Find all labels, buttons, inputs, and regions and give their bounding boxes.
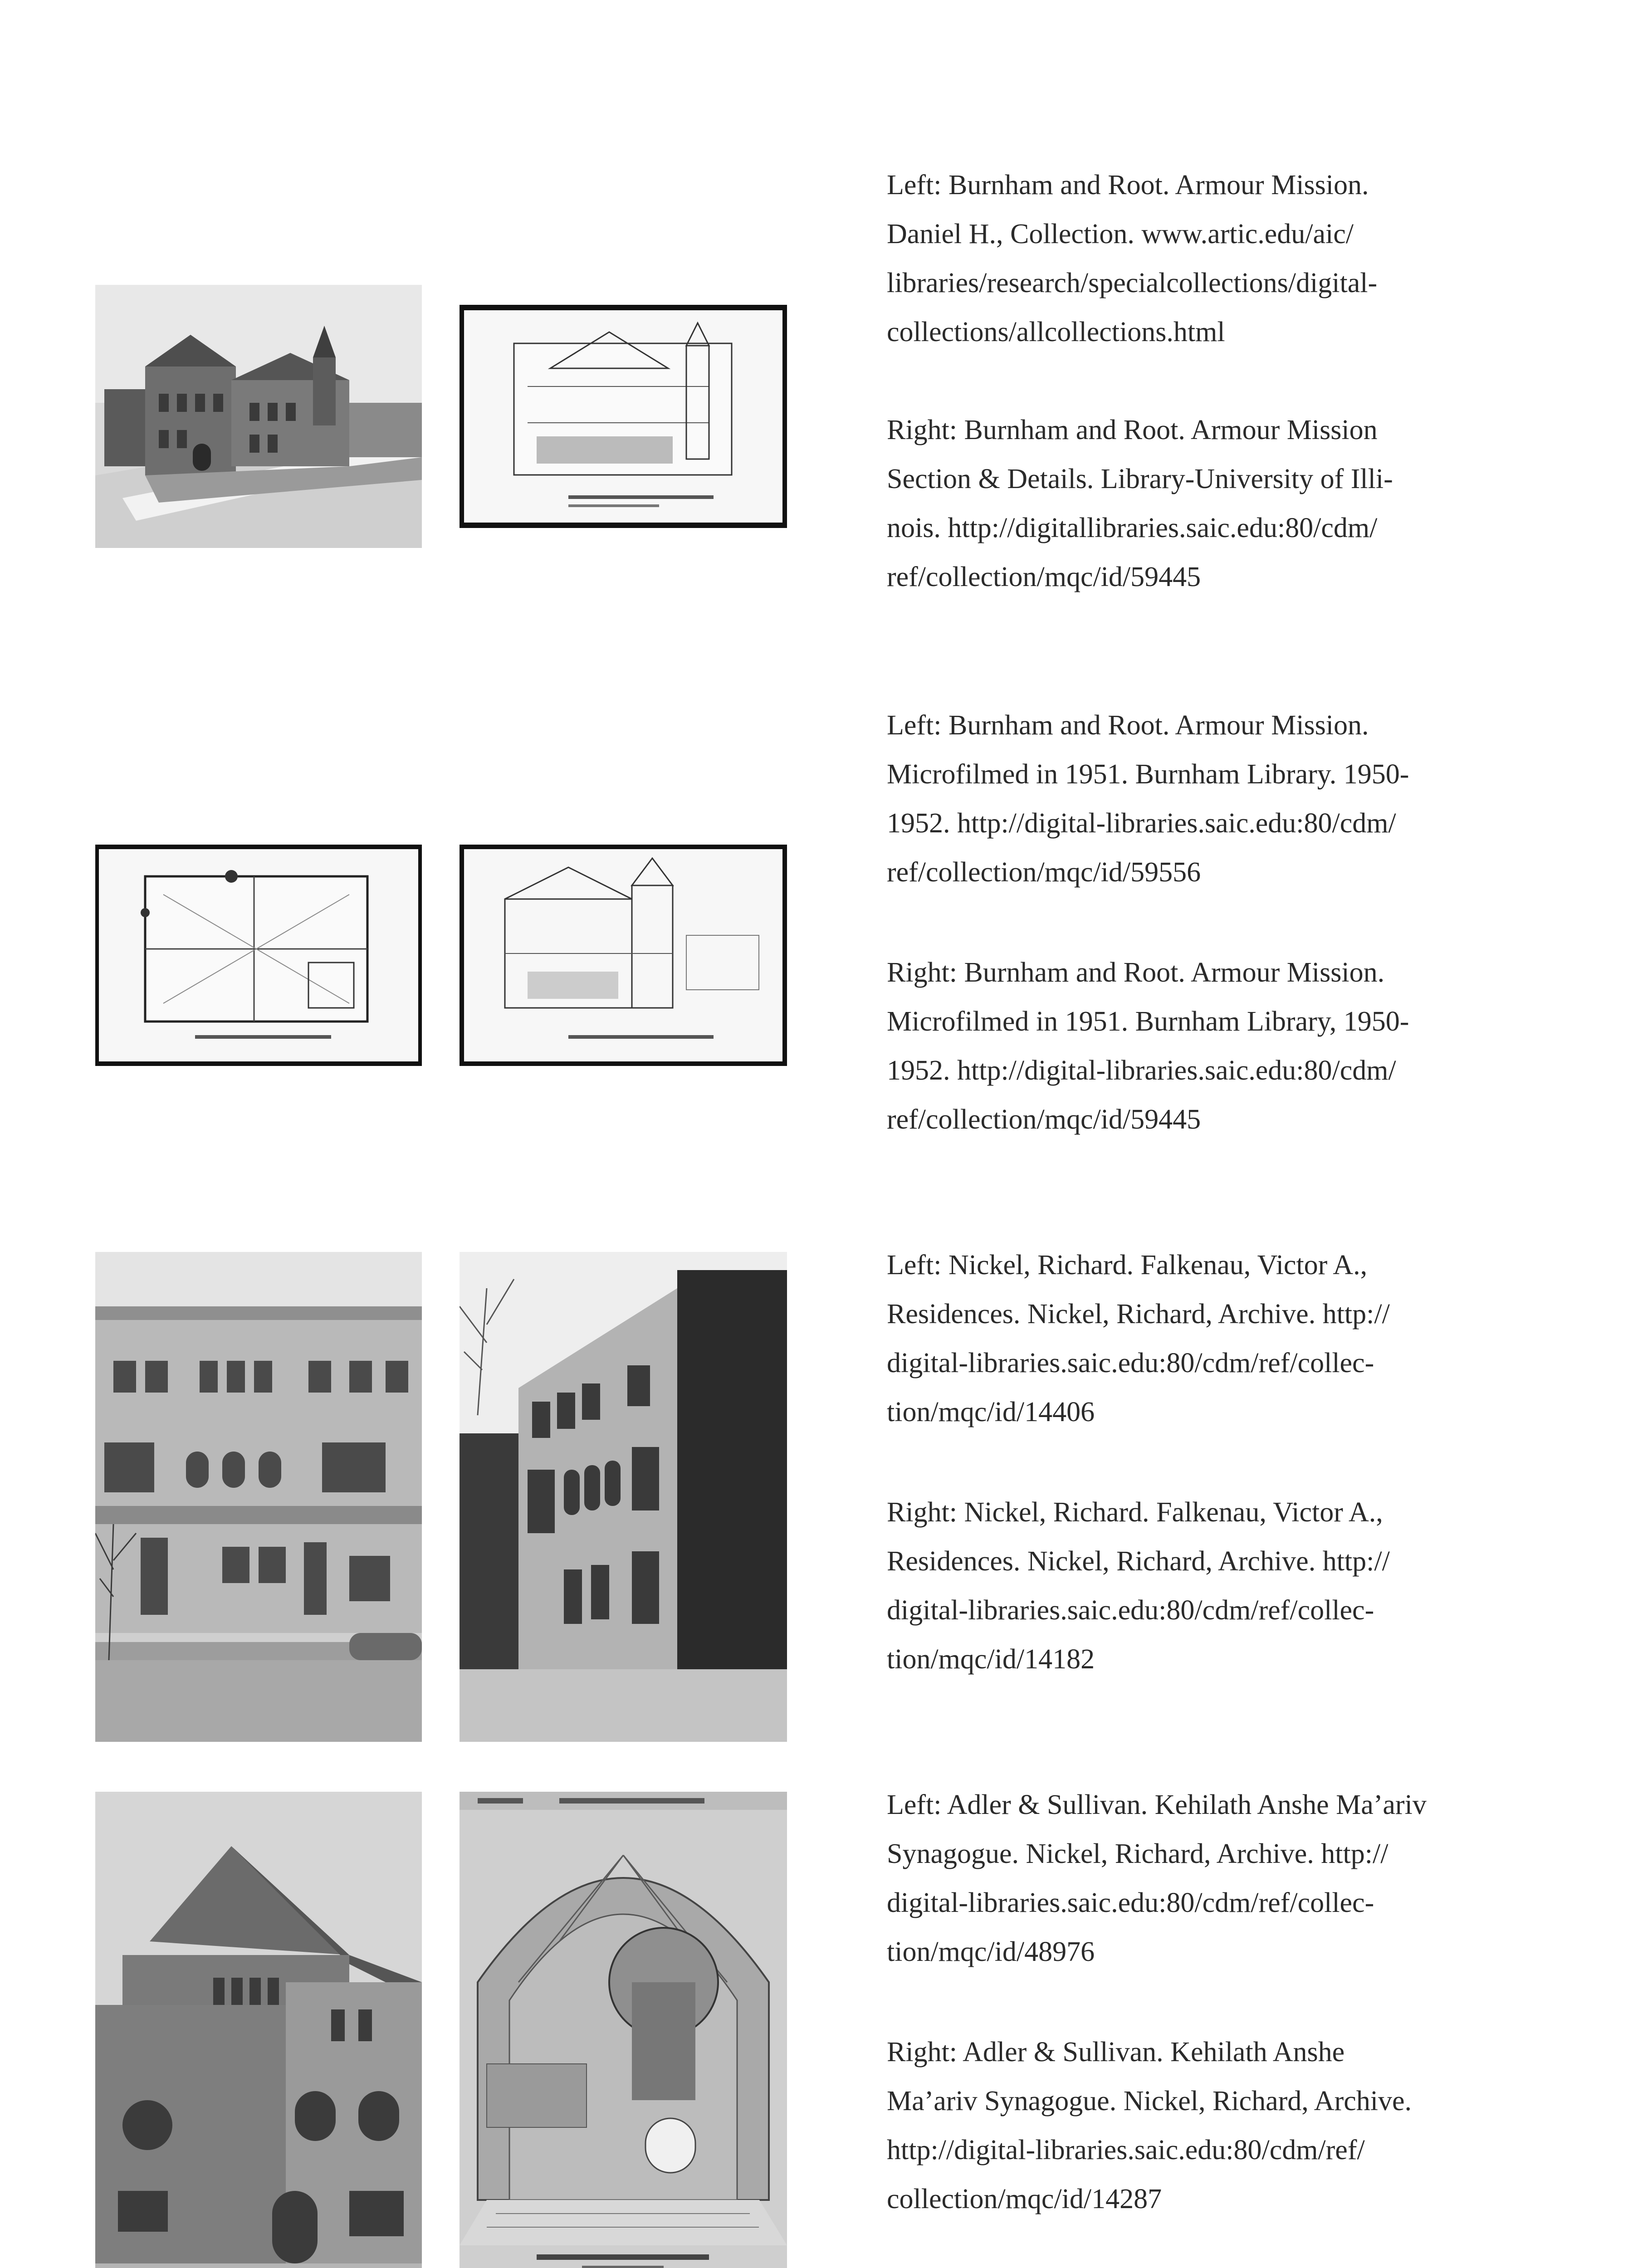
- caption-row3-right: Right: Nickel, Richard. Falkenau, Victor A., Residences. Nickel, Richard, Archive. http:// digital-libraries.saic.edu:80/cdm/ref/collec- tion/mqc/id/14182: [887, 1497, 1390, 1675]
- kehilath-anshe-maariv-interior-engraving: [460, 1792, 787, 2268]
- caption-row2-left: Left: Burnham and Root. Armour Mission. Microfilmed in 1951. Burnham Library. 1950- 1952. http://digital-libraries.saic.edu:80/cdm/ ref/collection/mqc/id/59556: [887, 710, 1409, 888]
- armour-mission-exterior-photo: [95, 285, 422, 548]
- armour-mission-section-drawing-2: [460, 845, 787, 1066]
- kehilath-anshe-maariv-exterior-photo: [95, 1792, 422, 2268]
- caption-row2-right: Right: Burnham and Root. Armour Mission. Microfilmed in 1951. Burnham Library, 1950- 1952. http://digital-libraries.saic.edu:80/cdm/ ref/collection/mqc/id/59445: [887, 957, 1409, 1135]
- armour-mission-floor-plan-drawing: [95, 845, 422, 1066]
- caption-row4-right: Right: Adler & Sullivan. Kehilath Anshe Ma’ariv Synagogue. Nickel, Richard, Archive. http://digital-libraries.saic.edu:80/cdm/ref/ collection/mqc/id/14287: [887, 2037, 1412, 2214]
- falkenau-residences-front-photo: [95, 1252, 422, 1742]
- armour-mission-section-drawing: [460, 305, 787, 528]
- caption-row3-left: Left: Nickel, Richard. Falkenau, Victor A., Residences. Nickel, Richard, Archive. http:// digital-libraries.saic.edu:80/cdm/ref/collec- tion/mqc/id/14406: [887, 1250, 1390, 1427]
- caption-row1-right: Right: Burnham and Root. Armour Mission Section & Details. Library-University of Illi- nois. http://digitallibraries.saic.edu:80/cdm/ ref/collection/mqc/id/59445: [887, 415, 1393, 592]
- caption-row1-left: Left: Burnham and Root. Armour Mission. Daniel H., Collection. www.artic.edu/aic/ libraries/research/specialcollections/digital- collections/allcollections.html: [887, 170, 1378, 347]
- caption-row4-left: Left: Adler & Sullivan. Kehilath Anshe Ma’ariv Synagogue. Nickel, Richard, Archive. http:// digital-libraries.saic.edu:80/cdm/ref/collec- tion/mqc/id/48976: [887, 1789, 1427, 1967]
- falkenau-residences-angle-photo: [460, 1252, 787, 1742]
